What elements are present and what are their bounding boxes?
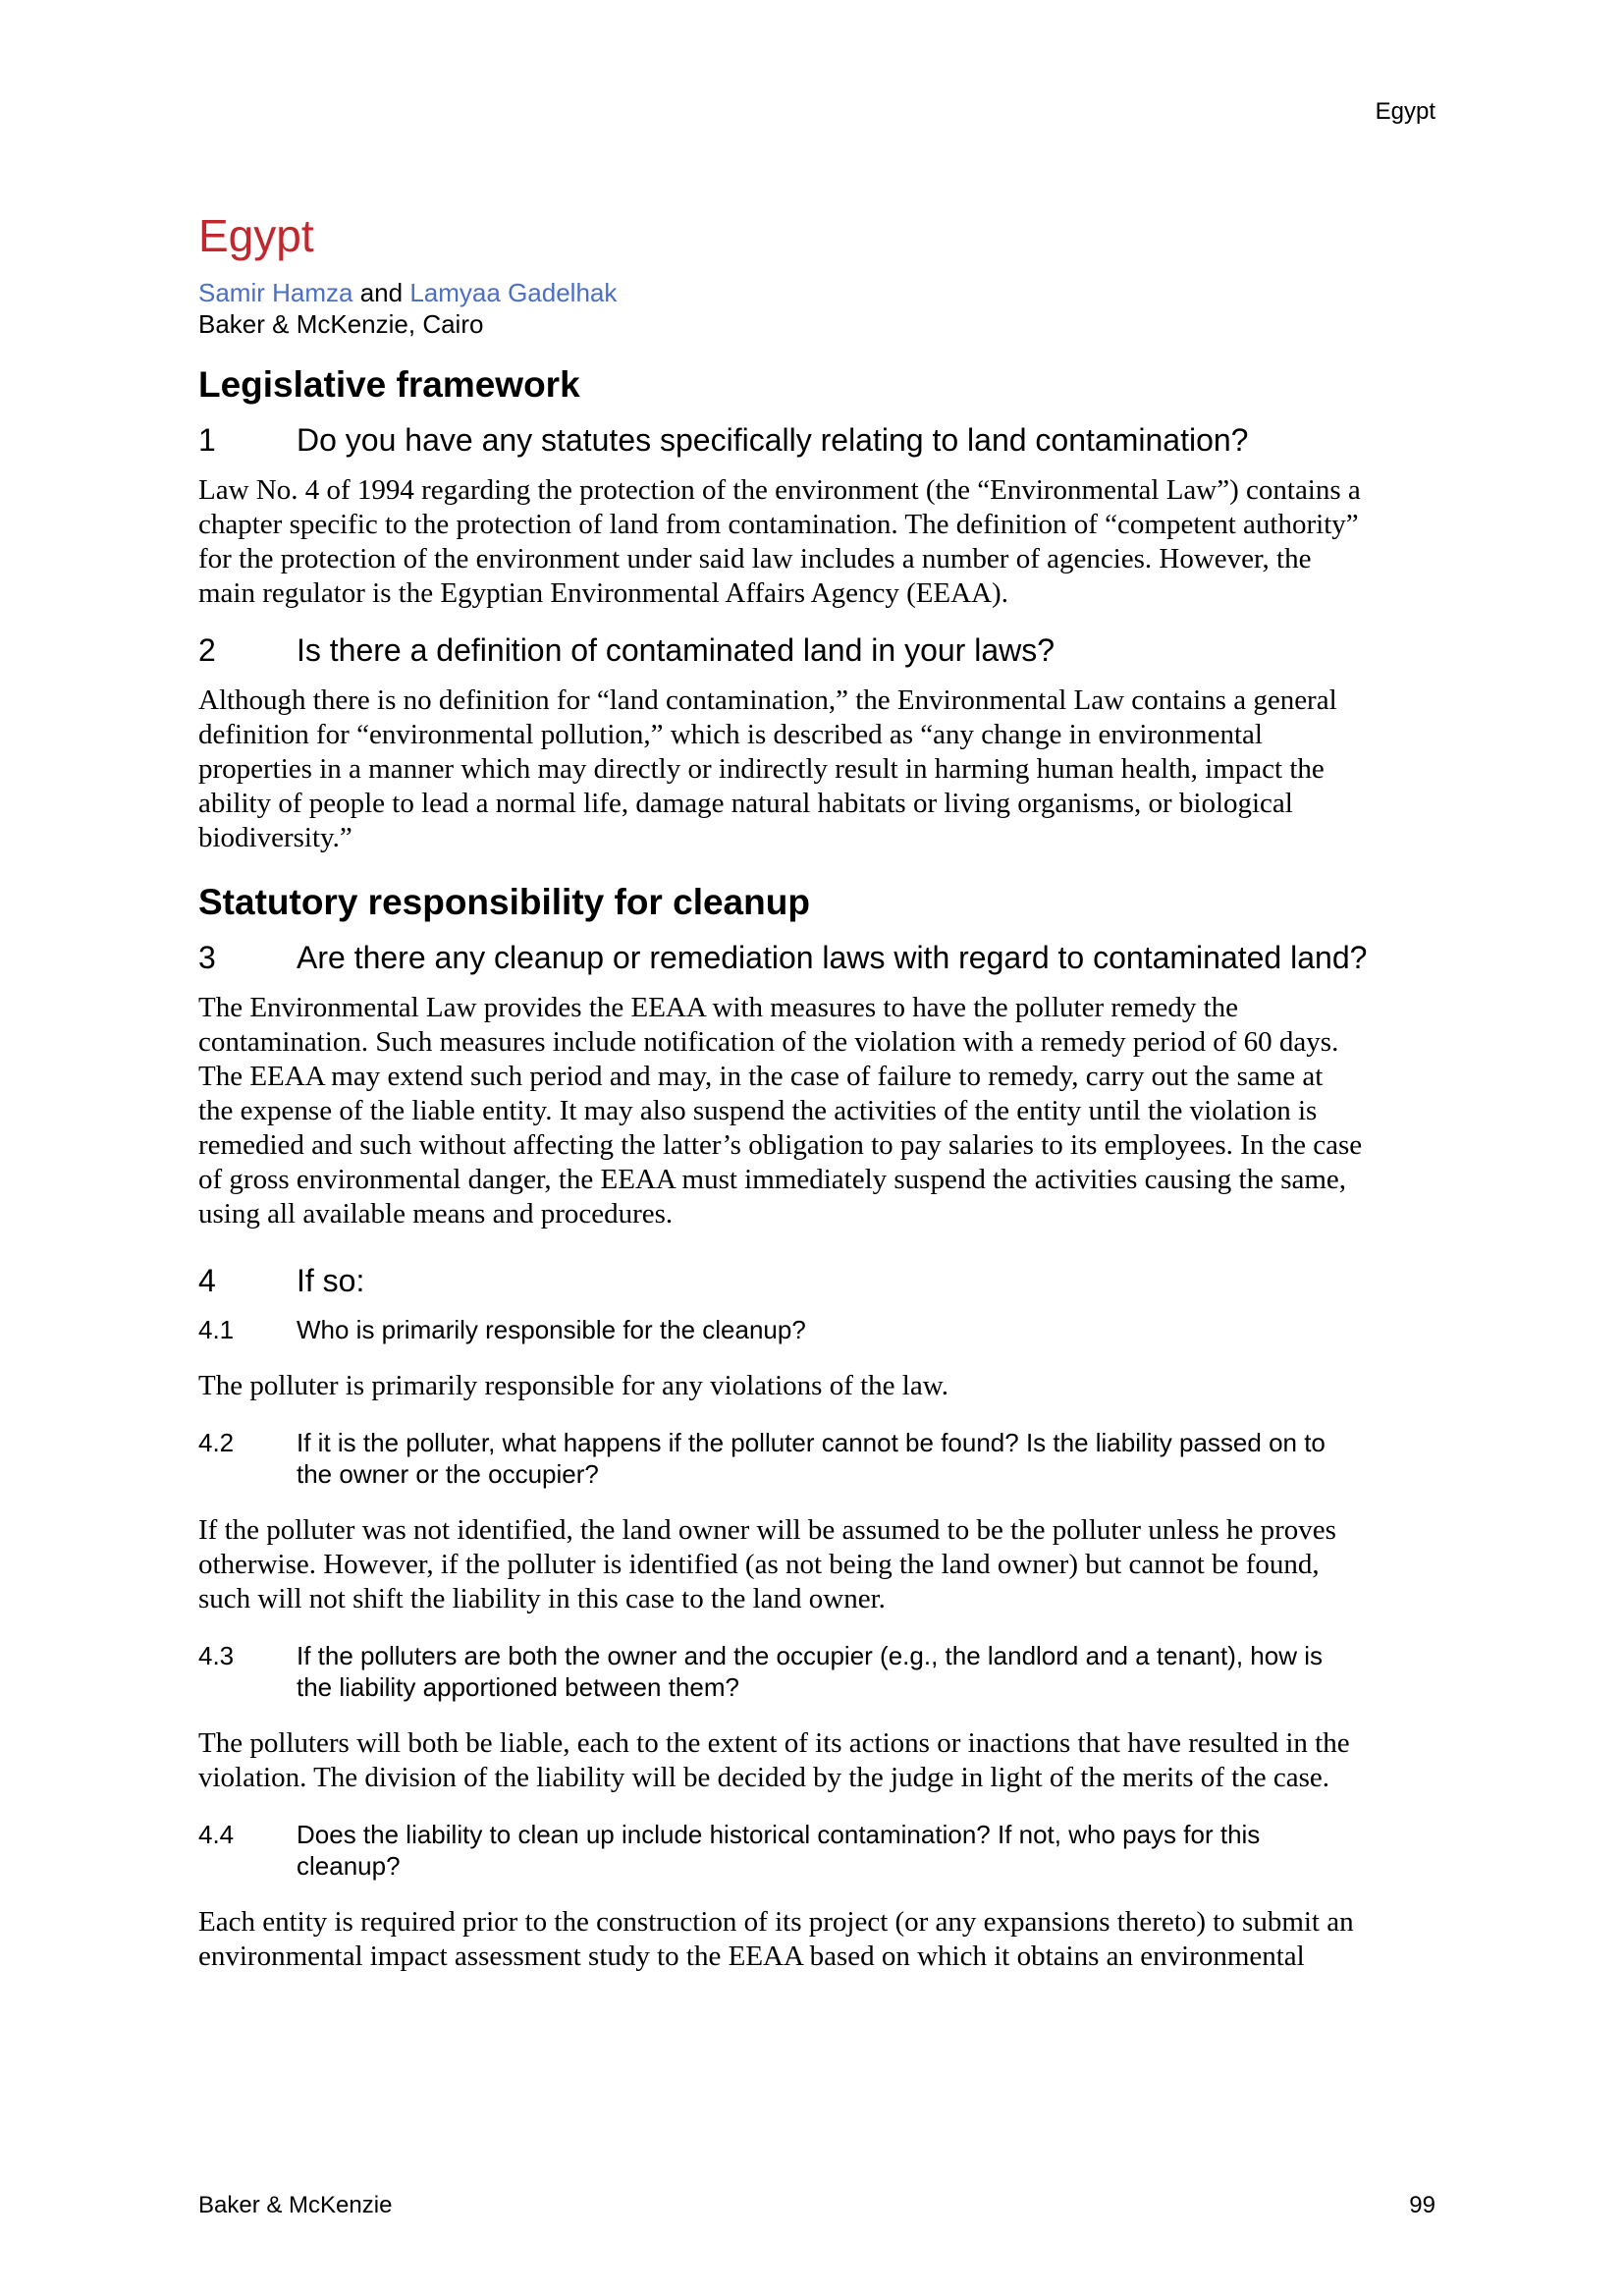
answer-2 [198,683,1435,855]
document-body [198,208,1435,1974]
subquestion-line: the owner or the occupier? [297,1459,599,1489]
section-heading-statutory: Statutory responsibility for cleanup [198,882,810,922]
answer-line: chapter specific to the protection of land from contamination. The definition of “competent authority” [198,509,1359,540]
question-1 [198,420,1435,460]
authors-line [198,277,1435,308]
question-text: Is there a definition of contaminated land in your laws? [297,632,1056,668]
answer-line: The Environmental Law provides the EEAA with measures to have the polluter remedy the [198,992,1238,1023]
answer-line: Law No. 4 of 1994 regarding the protection of the environment (the “Environmental Law”) contains a [198,474,1361,506]
answer-line: biodiversity.” [198,822,352,853]
subquestion-4-2 [198,1427,1435,1490]
firm-name: Baker & McKenzie, Cairo [198,309,484,339]
subquestion-number: 4.4 [198,1820,235,1849]
subquestion-text [297,1819,1435,1882]
question-text: If so: [297,1263,365,1298]
answer-line: Each entity is required prior to the construction of its project (or any expansions thereto) to submit an [198,1906,1354,1938]
answer-line: for the protection of the environment under said law includes a number of agencies. However, the [198,543,1312,574]
answer-line: environmental impact assessment study to the EEAA based on which it obtains an environmental [198,1941,1305,1972]
subquestion-line: cleanup? [297,1851,401,1881]
footer-firm: Baker & McKenzie [198,2192,393,2218]
subquestion-line: If the polluters are both the owner and the occupier (e.g., the landlord and a tenant), how is [297,1641,1323,1670]
author-link-1[interactable]: Samir Hamza [198,278,353,307]
subquestion-line: Does the liability to clean up include historical contamination? If not, who pays for this [297,1820,1261,1849]
answer-line: contamination. Such measures include notification of the violation with a remedy period of 60 days. [198,1026,1339,1058]
answer-4-4 [198,1905,1435,1974]
question-text: Are there any cleanup or remediation laws with regard to contaminated land? [297,940,1368,975]
answer-3 [198,991,1435,1231]
subquestion-number: 4.2 [198,1428,235,1457]
answer-line: The EEAA may extend such period and may, in the case of failure to remedy, carry out the same at [198,1061,1324,1092]
subquestion-number: 4.1 [198,1315,235,1344]
question-3 [198,938,1435,977]
answer-line: definition for “environmental pollution,” which is described as “any change in environmental [198,719,1263,750]
answer-1 [198,473,1435,611]
subquestion-text: Who is primarily responsible for the cleanup? [297,1315,806,1344]
subquestion-line: the liability apportioned between them? [297,1672,739,1702]
subquestion-number: 4.3 [198,1641,235,1670]
subquestion-4-3 [198,1640,1435,1703]
answer-line: such will not shift the liability in this case to the land owner. [198,1583,886,1614]
answer-line: properties in a manner which may directly or indirectly result in harming human health, impact the [198,753,1325,785]
subquestion-4-4 [198,1819,1435,1882]
page-title: Egypt [198,210,314,261]
answer-line: If the polluter was not identified, the land owner will be assumed to be the polluter unless he proves [198,1514,1336,1546]
question-number: 2 [198,632,216,668]
answer-line: the expense of the liable entity. It may also suspend the activities of the entity until the violation is [198,1095,1318,1126]
subquestion-text [297,1640,1435,1703]
author-conjunction: and [359,278,404,307]
subquestion-line: If it is the polluter, what happens if the polluter cannot be found? Is the liability passed on to [297,1428,1326,1457]
page-number: 99 [1409,2192,1435,2218]
answer-line: of gross environmental danger, the EEAA must immediately suspend the activities causing the same, [198,1164,1347,1195]
answer-line: using all available means and procedures. [198,1198,674,1230]
question-4 [198,1261,1435,1300]
answer-line: remedied and such without affecting the latter’s obligation to pay salaries to its employees. In the case [198,1129,1363,1161]
question-number: 3 [198,940,216,975]
subquestion-4-1 [198,1314,1435,1345]
question-number: 4 [198,1263,216,1298]
answer-line: ability of people to lead a normal life, damage natural habitats or living organisms, or biological [198,788,1293,819]
question-text: Do you have any statutes specifically relating to land contamination? [297,422,1249,458]
answer-4-2 [198,1513,1435,1616]
question-2 [198,630,1435,670]
running-header: Egypt [1375,98,1435,125]
question-number: 1 [198,422,216,458]
answer-4-3 [198,1726,1435,1795]
answer-line: The polluter is primarily responsible for any violations of the law. [198,1370,949,1401]
section-heading-legislative: Legislative framework [198,364,580,405]
answer-line: main regulator is the Egyptian Environmental Affairs Agency (EEAA). [198,577,1008,609]
author-link-2[interactable]: Lamyaa Gadelhak [409,278,618,307]
answer-line: violation. The division of the liability will be decided by the judge in light of the merits of the case. [198,1762,1329,1793]
answer-line: Although there is no definition for “land contamination,” the Environmental Law contains a general [198,684,1337,716]
answer-4-1 [198,1369,1435,1403]
answer-line: The polluters will both be liable, each to the extent of its actions or inactions that have resulted in the [198,1727,1350,1759]
subquestion-text [297,1427,1435,1490]
answer-line: otherwise. However, if the polluter is identified (as not being the land owner) but cannot be found, [198,1549,1320,1580]
